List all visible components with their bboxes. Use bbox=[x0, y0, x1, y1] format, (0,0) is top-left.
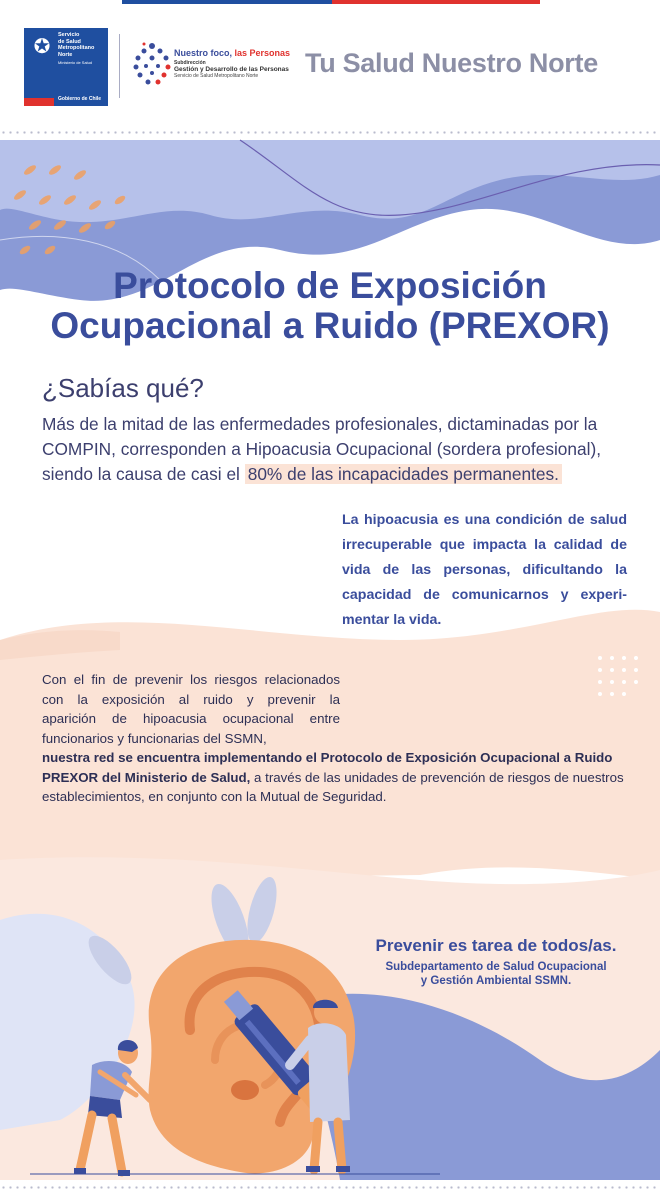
sub-logo-subdireccion: Subdirección bbox=[174, 60, 206, 66]
intro-highlight: 80% de las incapacidades permanentes. bbox=[245, 464, 562, 484]
footer-sub1: Subdepartamento de Salud Ocupacional bbox=[385, 961, 607, 973]
intro-paragraph: Más de la mitad de las enfermedades profesionales, dictaminadas por la COMPIN, corresponden a Hipoacusia Ocupacional (sordera profesional), siendo la causa de casi el 80% de las incapacidades permanentes. bbox=[42, 414, 602, 484]
sabias-heading: ¿Sabías qué? bbox=[42, 373, 204, 403]
coat-of-arms-icon: ✪ bbox=[33, 34, 51, 58]
header-divider bbox=[119, 34, 120, 98]
header bbox=[0, 4, 660, 116]
woman-figure bbox=[74, 1040, 150, 1176]
body-bold-text: nuestra red se encuentra implementando el Protocolo de Exposición Ocupacional a Ruido PREXOR del Ministerio de Salud, bbox=[42, 750, 613, 785]
sub-logo-department: Gestión y Desarrollo de las Personas bbox=[174, 66, 289, 73]
ear-illustration bbox=[0, 860, 660, 1180]
gobierno-logo-text: Servicio de Salud Metropolitano Norte bbox=[58, 32, 95, 58]
gobierno-logo bbox=[24, 28, 108, 106]
sub-logo-service: Servicio de Salud Metropolitano Norte bbox=[174, 73, 259, 79]
bottom-dotted-divider bbox=[0, 1186, 660, 1189]
footer-sub2: y Gestión Ambiental SSMN. bbox=[420, 975, 572, 987]
callout-paragraph: La hipoacusia es una condición de salud irrecuperable que impacta la calidad de vida de las personas, dificultando la capacidad de comunicarnos y experi- mentar la vida. bbox=[342, 512, 627, 628]
top-dotted-divider bbox=[0, 131, 660, 134]
body-paragraph: Con el fin de prevenir los riesgos relacionados con la exposición al ruido y prevenir la aparición de hipoacusia ocupacional entre funcionarios y funcionarias del SSMN, nuestra red se encuentra implementando el Protocolo de Exposición Ocupacional a Ruido PREXOR del Ministerio de Salud, a través de las unidades de prevención de riesgos de nuestros establecimientos, en conjunto con la Mutual de Seguridad. bbox=[42, 672, 624, 804]
page-title: Protocolo de Exposición Ocupacional a Ruido (PREXOR) bbox=[50, 265, 610, 346]
people-dots-logo-icon bbox=[132, 42, 172, 86]
brand-slogan: Tu Salud Nuestro Norte bbox=[305, 48, 598, 78]
sub-logo bbox=[174, 48, 294, 79]
footer-headline: Prevenir es tarea de todos/as. bbox=[375, 936, 617, 955]
gobierno-bottom-text: Gobierno de Chile bbox=[58, 96, 102, 102]
sub-logo-slogan: Nuestro foco, las Personas bbox=[174, 48, 291, 58]
gobierno-ministry: Ministerio de Salud bbox=[58, 60, 93, 65]
gobierno-red-bar bbox=[24, 98, 54, 106]
